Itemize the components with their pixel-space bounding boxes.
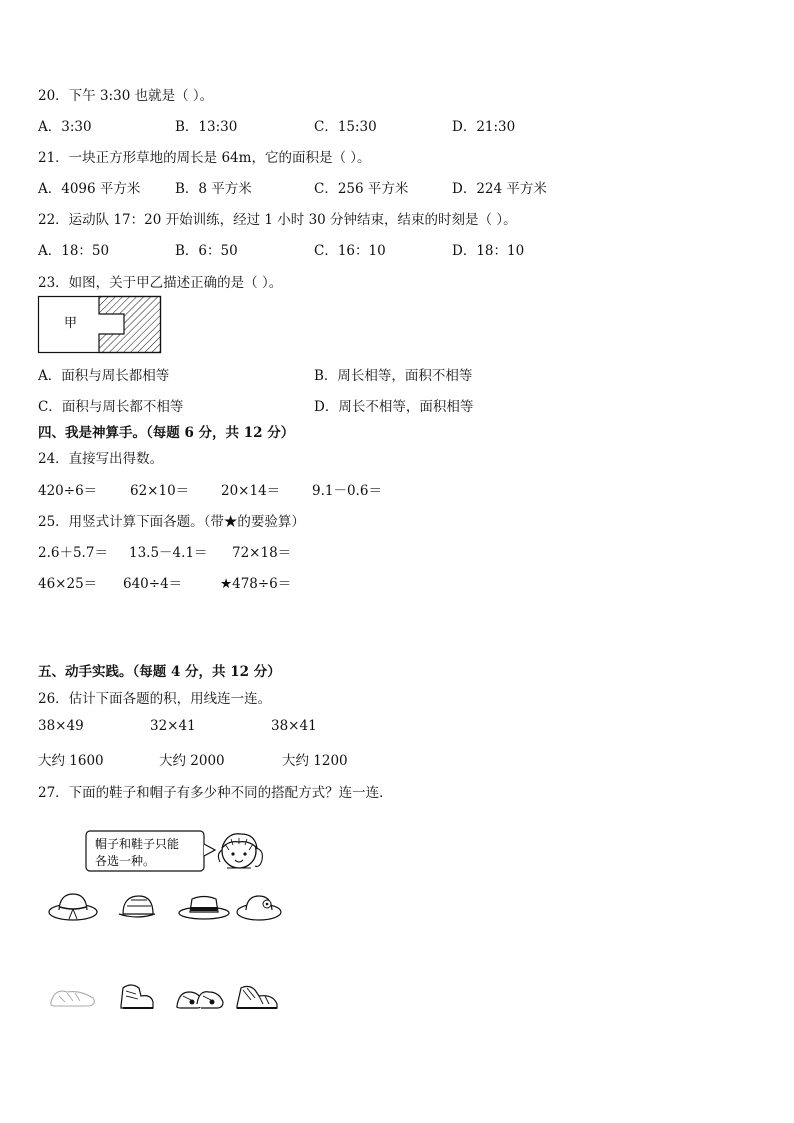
q20-option-c[interactable]: C．15:30 — [314, 119, 377, 135]
q21-option-b[interactable]: B．8 平方米 — [175, 181, 252, 197]
sneakers-shoe-icon — [177, 992, 223, 1008]
q21-option-c[interactable]: C．256 平方米 — [314, 181, 409, 197]
girl-icon — [215, 826, 275, 886]
cap-icon — [119, 896, 155, 917]
fedora-hat-icon — [179, 897, 229, 920]
q20-stem: 20．下午 3:30 也就是（ ）。 — [38, 88, 214, 104]
boot-shoe-icon — [121, 985, 153, 1008]
q25-item-3: 72×18＝ — [232, 545, 292, 561]
q25-item-2: 13.5－4.1＝ — [129, 545, 208, 561]
q22-stem: 22．运动队 17：20 开始训练，经过 1 小时 30 分钟结束，结束的时刻是（ ）。 — [38, 212, 517, 228]
q24-stem: 24．直接写出得数。 — [38, 451, 164, 467]
svg-text:帽子和鞋子只能: 帽子和鞋子只能 — [95, 837, 180, 851]
q24-item-2: 62×10＝ — [130, 483, 190, 499]
wide-brim-hat-icon — [49, 894, 97, 920]
q27-stem: 27．下面的鞋子和帽子有多少种不同的搭配方式？连一连． — [38, 785, 393, 801]
q20-option-d[interactable]: D．21:30 — [452, 119, 516, 135]
q23-option-a[interactable]: A．面积与周长都相等 — [38, 368, 170, 384]
q22-option-c[interactable]: C．16：10 — [314, 243, 386, 259]
q26-stem: 26．估计下面各题的积，用线连一连。 — [38, 691, 272, 707]
q23-figure — [38, 296, 162, 354]
section-5-title: 五、动手实践。（每题 4 分，共 12 分） — [38, 664, 281, 680]
q24-item-3: 20×14＝ — [221, 483, 281, 499]
q26-answer-2: 大约 2000 — [159, 753, 225, 769]
q23-option-c[interactable]: C．面积与周长都不相等 — [38, 399, 184, 415]
q22-option-d[interactable]: D．18：10 — [452, 243, 525, 259]
q26-answer-3: 大约 1200 — [282, 753, 348, 769]
q22-option-b[interactable]: B．6：50 — [175, 243, 238, 259]
section-4-title: 四、我是神算手。（每题 6 分，共 12 分） — [38, 425, 295, 441]
sandal-shoe-icon — [51, 991, 94, 1006]
hats-row — [47, 890, 287, 926]
q25-stem: 25．用竖式计算下面各题。（带★的要验算） — [38, 514, 305, 530]
q26-answer-1: 大约 1600 — [38, 753, 104, 769]
q23-option-d[interactable]: D．周长不相等，面积相等 — [314, 399, 474, 415]
q23-option-b[interactable]: B．周长相等，面积不相等 — [314, 368, 473, 384]
jia-label: 甲 — [64, 316, 78, 331]
q24-item-1: 420÷6＝ — [38, 483, 98, 499]
svg-text:各选一种。: 各选一种。 — [95, 854, 156, 868]
flower-hat-icon — [237, 896, 281, 920]
q23-stem: 23．如图，关于甲乙描述正确的是（ ）。 — [38, 275, 283, 291]
q25-item-6: ★478÷6＝ — [220, 576, 292, 592]
shoes-row — [47, 978, 287, 1014]
q26-expr-1: 38×49 — [38, 718, 84, 734]
hiking-shoe-icon — [237, 986, 277, 1008]
q21-stem: 21．一块正方形草地的周长是 64m，它的面积是（ ）。 — [38, 150, 371, 166]
q25-item-5: 640÷4＝ — [123, 576, 183, 592]
q21-option-a[interactable]: A．4096 平方米 — [38, 181, 141, 197]
q25-item-1: 2.6＋5.7＝ — [38, 545, 108, 561]
q21-option-d[interactable]: D．224 平方米 — [452, 181, 547, 197]
q20-option-b[interactable]: B．13:30 — [175, 119, 238, 135]
q22-option-a[interactable]: A．18：50 — [38, 243, 110, 259]
q26-expr-3: 38×41 — [271, 718, 317, 734]
q20-option-a[interactable]: A．3:30 — [38, 119, 92, 135]
q24-item-4: 9.1－0.6＝ — [312, 483, 382, 499]
q26-expr-2: 32×41 — [150, 718, 196, 734]
q25-item-4: 46×25＝ — [38, 576, 98, 592]
